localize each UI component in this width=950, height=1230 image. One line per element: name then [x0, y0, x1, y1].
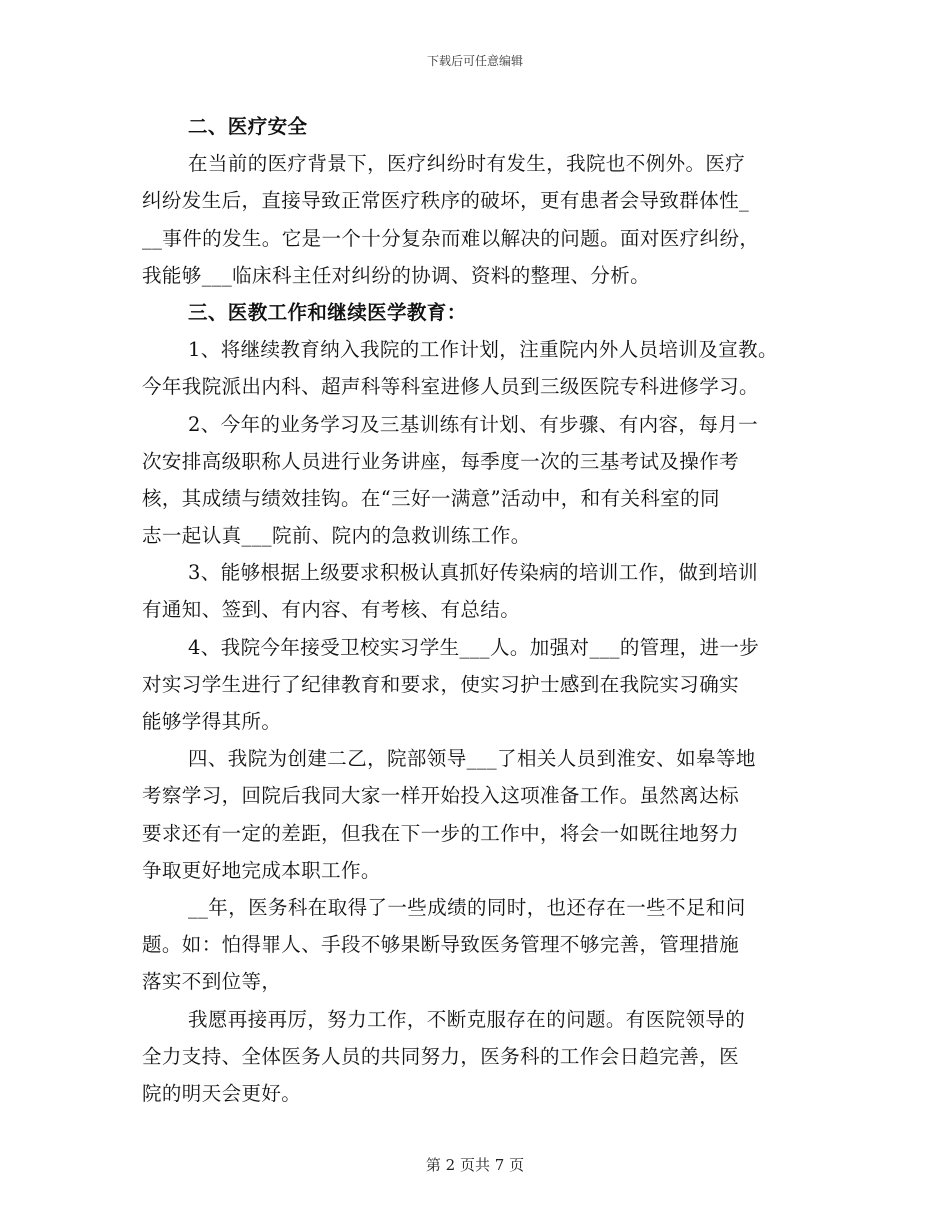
text-line: 全力支持、全体医务人员的共同努力，医务科的工作会日趋完善，医: [142, 1044, 740, 1068]
text-line: 2、今年的业务学习及三基训练有计划、有步骤、有内容，每月一: [188, 412, 759, 436]
text-line: 我愿再接再厉，努力工作，不断克服存在的问题。有医院领导的: [188, 1007, 746, 1031]
text-line: 纠纷发生后，直接导致正常医疗秩序的破坏，更有患者会导致群体性_: [142, 189, 750, 213]
text-line: 争取更好地完成本职工作。: [142, 858, 381, 882]
page-header: 下载后可任意编辑: [426, 54, 523, 68]
text-line: 有通知、签到、有内容、有考核、有总结。: [142, 598, 521, 622]
text-line: 院的明天会更好。: [142, 1081, 302, 1105]
section-heading-medical-education: 三、医教工作和继续医学教育：: [188, 300, 467, 324]
document-body: [142, 108, 810, 1112]
text-line: 题。如：怕得罪人、手段不够果断导致医务管理不够完善，管理措施: [142, 933, 740, 957]
text-line: 我能够___临床科主任对纠纷的协调、资料的整理、分析。: [142, 263, 651, 287]
text-line: 四、我院为创建二乙，院部领导___了相关人员到淮安、如皋等地: [188, 747, 756, 771]
text-line: 能够学得其所。: [142, 710, 282, 733]
text-line: __年，医务科在取得了一些成绩的同时，也还存在一些不足和问: [188, 895, 746, 919]
text-line: 志一起认真___院前、院内的急救训练工作。: [142, 524, 531, 548]
page-number: 第 2 页共 7 页: [425, 1156, 525, 1174]
text-line: 今年我院派出内科、超声科等科室进修人员到三级医院专科进修学习。: [142, 375, 759, 399]
text-line: 1、将继续教育纳入我院的工作计划，注重院内外人员培训及宣教。: [188, 338, 778, 362]
text-line: 核，其成绩与绩效挂钩。在“三好一满意”活动中，和有关科室的同: [142, 486, 720, 510]
text-line: 落实不到位等，: [142, 970, 282, 994]
text-line: 考察学习，回院后我同大家一样开始投入这项准备工作。虽然离达标: [142, 784, 740, 808]
section-heading-medical-safety: 二、医疗安全: [188, 115, 308, 138]
text-line: __事件的发生。它是一个十分复杂而难以解决的问题。面对医疗纠纷，: [142, 226, 760, 250]
text-line: 对实习学生进行了纪律教育和要求，使实习护士感到在我院实习确实: [142, 672, 740, 696]
text-line: 要求还有一定的差距，但我在下一步的工作中，将会一如既往地努力: [142, 821, 740, 845]
text-line: 在当前的医疗背景下，医疗纠纷时有发生，我院也不例外。医疗: [188, 152, 746, 176]
text-line: 3、能够根据上级要求积极认真抓好传染病的培训工作，做到培训: [188, 561, 759, 585]
text-line: 4、我院今年接受卫校实习学生___人。加强对___的管理，进一步: [188, 635, 760, 659]
text-line: 次安排高级职称人员进行业务讲座，每季度一次的三基考试及操作考: [142, 449, 740, 473]
